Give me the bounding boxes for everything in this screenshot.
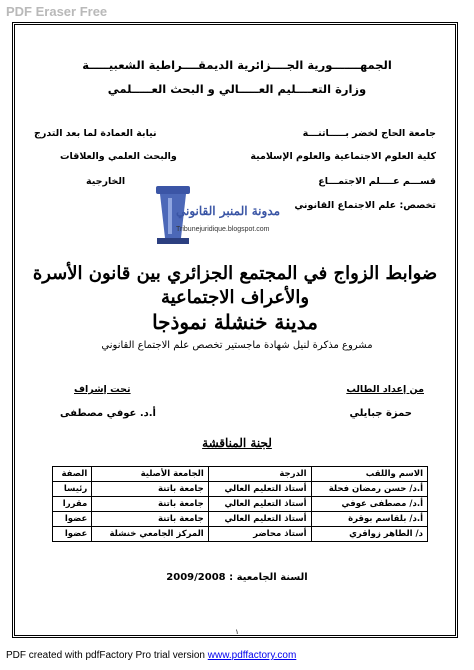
committee-table bbox=[52, 466, 428, 542]
thesis-title-line2: مدينة خنشلة نموذجا bbox=[152, 310, 318, 334]
header-role: الصفة bbox=[53, 467, 92, 482]
cell-university: جامعة باتنة bbox=[92, 482, 208, 497]
thesis-subtitle: مشروع مذكرة لنيل شهادة ماجستير تخصص علم الاجتماع القانوني bbox=[101, 340, 373, 351]
table-row bbox=[53, 527, 428, 542]
podium-logo-icon bbox=[148, 180, 281, 260]
deanship-line2: والبحث العلمي والعلاقات bbox=[60, 151, 177, 162]
thesis-title bbox=[26, 262, 444, 334]
republic-header: الجمهـــــــورية الجــــزائرية الديمقــــراطية الشعبيـــــة bbox=[82, 58, 392, 72]
cell-university: جامعة باتنة bbox=[92, 497, 208, 512]
table-row bbox=[53, 482, 428, 497]
deanship-line1: نيابة العمادة لما بعد التدرج bbox=[34, 128, 157, 139]
watermark: PDF Eraser Free bbox=[6, 4, 108, 19]
cell-rank: أستاذ التعليم العالي bbox=[208, 497, 311, 512]
cell-university: جامعة باتنة bbox=[92, 512, 208, 527]
table-header-row bbox=[53, 467, 428, 482]
header-rank: الدرجة bbox=[208, 467, 311, 482]
cell-rank: أستاذ التعليم العالي bbox=[208, 512, 311, 527]
supervisor-name: أ.د. عوفي مصطفى bbox=[60, 408, 156, 419]
table-row bbox=[53, 497, 428, 512]
header-university: الجامعة الأصلية bbox=[92, 467, 208, 482]
cell-role: عضوا bbox=[53, 527, 92, 542]
table-row bbox=[53, 512, 428, 527]
department-name: قســـم عــــلم الاجتمـــاع bbox=[318, 176, 436, 187]
page-number: ١ bbox=[235, 628, 239, 636]
cell-role: عضوا bbox=[53, 512, 92, 527]
footer-text: PDF created with pdfFactory Pro trial version bbox=[6, 650, 208, 661]
cell-rank: أستاذ التعليم العالي bbox=[208, 482, 311, 497]
cell-name: د/ الطاهر زواقري bbox=[311, 527, 427, 542]
committee-title: لجنة المناقشة bbox=[202, 436, 272, 450]
cell-university: المركز الجامعي خنشلة bbox=[92, 527, 208, 542]
footer-link[interactable]: www.pdffactory.com bbox=[207, 650, 297, 661]
ministry-header: وزارة التعــــليم العـــــالي و البحث العـــــلمي bbox=[107, 82, 367, 96]
cell-name: أ.د/ بلقاسم بوقرة bbox=[311, 512, 427, 527]
header-name: الاسم واللقب bbox=[311, 467, 427, 482]
deanship-line3: الخارجية bbox=[86, 176, 126, 187]
university-name: جامعة الحاج لخضر بـــــاتنـــة bbox=[302, 128, 436, 139]
supervisor-label: تحت إشراف bbox=[74, 384, 131, 395]
logo-url: Tribunejuridique.blogspot.com bbox=[176, 226, 270, 233]
logo-title: مدونة المنبر القانوني bbox=[176, 204, 281, 218]
student-label: من إعداد الطالب bbox=[346, 384, 424, 395]
cell-rank: أستاذ محاضر bbox=[208, 527, 311, 542]
faculty-name: كلية العلوم الاجتماعية والعلوم الإسلامية bbox=[250, 151, 436, 162]
cell-role: مقررا bbox=[53, 497, 92, 512]
thesis-title-line1: ضوابط الزواج في المجتمع الجزائري بين قانون الأسرة والأعراف الاجتماعية bbox=[32, 263, 438, 308]
specialty: تخصص: علم الاجتماع القانوني bbox=[294, 200, 436, 211]
academic-year: السنة الجامعية : 2009/2008 bbox=[166, 572, 308, 583]
pdf-footer bbox=[6, 650, 296, 661]
student-name: حمزة جبايلي bbox=[349, 408, 412, 419]
cell-name: أ.د/ حسن رمضان فحلة bbox=[311, 482, 427, 497]
cell-role: رئيسا bbox=[53, 482, 92, 497]
cell-name: أ.د/ مصطفى عوفي bbox=[311, 497, 427, 512]
